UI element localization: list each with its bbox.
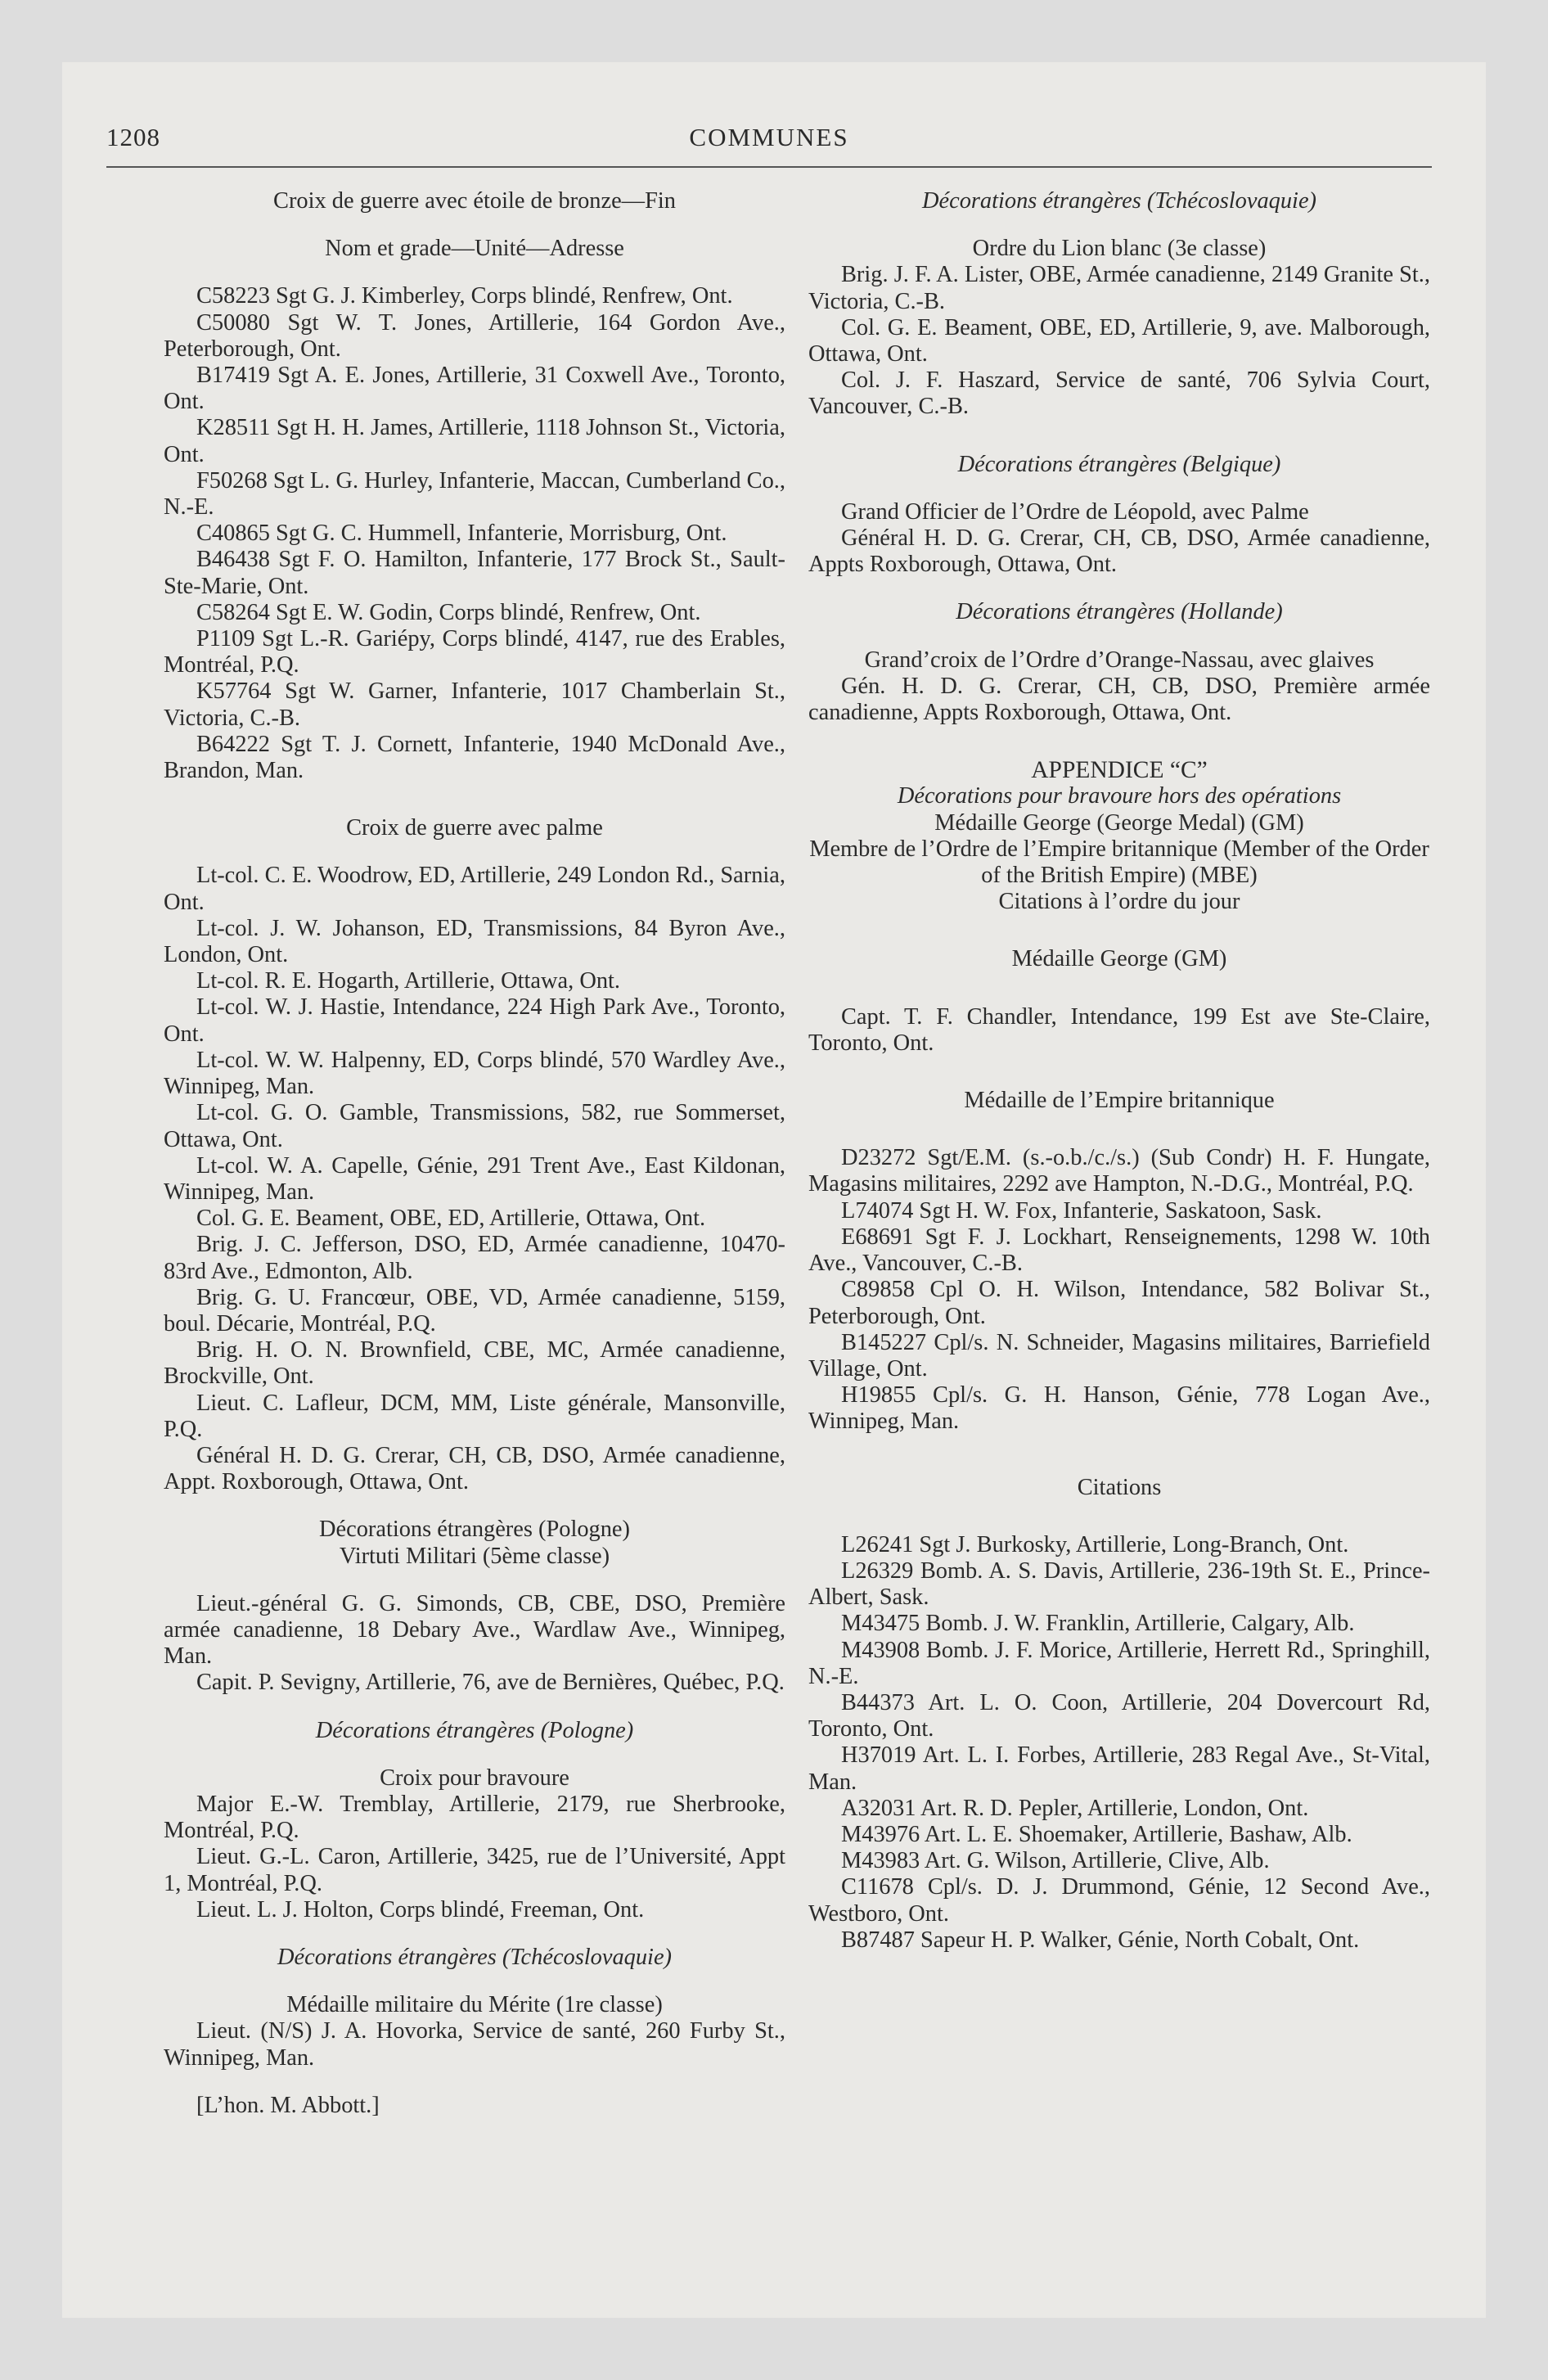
section-heading: Citations à l’ordre du jour (998, 889, 1240, 915)
section-heading: Décorations étrangères (Tchécoslovaquie) (277, 1944, 673, 1970)
list-item: C11678 Cpl/s. D. J. Drummond, Génie, 12 Second Ave., Westboro, Ont. (808, 1874, 1430, 1927)
right-column (808, 188, 1430, 1954)
list-item: Capit. P. Sevigny, Artillerie, 76, ave de Bernières, Québec, P.Q. (196, 1670, 785, 1696)
section-heading: Croix de guerre avec étoile de bronze—Fin (273, 188, 676, 214)
list-item: Grand Officier de l’Ordre de Léopold, avec Palme (841, 498, 1309, 525)
list-item: D23272 Sgt/E.M. (s.-o.b./c./s.) (Sub Condr) H. F. Hungate, Magasins militaires, 2292 ave Hampton, N.-D.G., Montréal, P.Q. (808, 1145, 1430, 1197)
section-heading: Croix de guerre avec palme (346, 815, 603, 841)
list-item: Lt-col. R. E. Hogarth, Artillerie, Ottawa, Ont. (196, 968, 621, 994)
list-item: Lt-col. J. W. Johanson, ED, Transmissions, 84 Byron Ave., London, Ont. (164, 915, 785, 968)
list-item: A32031 Art. R. D. Pepler, Artillerie, London, Ont. (841, 1795, 1309, 1821)
list-item: Col. J. F. Haszard, Service de santé, 706 Sylvia Court, Vancouver, C.-B. (808, 367, 1430, 420)
list-item: Lieut.-général G. G. Simonds, CB, CBE, DSO, Première armée canadienne, 18 Debary Ave., Wardlaw Ave., Winnipeg, Man. (164, 1590, 785, 1670)
section-heading: Décorations étrangères (Belgique) (957, 451, 1281, 477)
section-heading: Nom et grade—Unité—Adresse (325, 236, 624, 262)
page-header (106, 123, 1432, 164)
list-item: F50268 Sgt L. G. Hurley, Infanterie, Maccan, Cumberland Co., N.-E. (164, 467, 785, 521)
list-item: Brig. J. F. A. Lister, OBE, Armée canadienne, 2149 Granite St., Victoria, C.-B. (808, 262, 1430, 314)
list-item: Lieut. C. Lafleur, DCM, MM, Liste générale, Mansonville, P.Q. (164, 1390, 785, 1442)
section-heading: Grand’croix de l’Ordre d’Orange-Nassau, avec glaives (864, 647, 1375, 673)
list-item: Lieut. G.-L. Caron, Artillerie, 3425, rue de l’Université, Appt 1, Montréal, P.Q. (164, 1844, 785, 1896)
list-item: C89858 Cpl O. H. Wilson, Intendance, 582 Bolivar St., Peterborough, Ont. (808, 1277, 1430, 1329)
list-item: Col. G. E. Beament, OBE, ED, Artillerie, 9, ave. Malborough, Ottawa, Ont. (808, 314, 1430, 367)
section-heading: Ordre du Lion blanc (3e classe) (972, 236, 1267, 262)
section-heading: Membre de l’Ordre de l’Empire britannique (Member of the Order of the British Empire) (MBE) (809, 836, 1429, 889)
list-item: Brig. G. U. Francœur, OBE, VD, Armée canadienne, 5159, boul. Décarie, Montréal, P.Q. (164, 1284, 785, 1336)
list-item: Capt. T. F. Chandler, Intendance, 199 Est ave Ste-Claire, Toronto, Ont. (808, 1003, 1430, 1056)
list-item: Brig. J. C. Jefferson, DSO, ED, Armée canadienne, 10470-83rd Ave., Edmonton, Alb. (164, 1232, 785, 1284)
section-heading: Virtuti Militari (5ème classe) (339, 1543, 610, 1569)
list-item: B17419 Sgt A. E. Jones, Artillerie, 31 Coxwell Ave., Toronto, Ont. (164, 363, 785, 415)
list-item: E68691 Sgt F. J. Lockhart, Renseignements, 1298 W. 10th Ave., Vancouver, C.-B. (808, 1224, 1430, 1277)
list-item: Lt-col. W. A. Capelle, Génie, 291 Trent Ave., East Kildonan, Winnipeg, Man. (164, 1152, 785, 1205)
list-item: Lt-col. G. O. Gamble, Transmissions, 582, rue Sommerset, Ottawa, Ont. (164, 1100, 785, 1152)
page-number: 1208 (106, 123, 160, 151)
list-item: Gén. H. D. G. Crerar, CH, CB, DSO, Première armée canadienne, Appts Roxborough, Ottawa, Ont. (808, 673, 1430, 726)
list-item: H19855 Cpl/s. G. H. Hanson, Génie, 778 Logan Ave., Winnipeg, Man. (808, 1382, 1430, 1435)
list-item: M43983 Art. G. Wilson, Artillerie, Clive, Alb. (841, 1848, 1270, 1874)
section-heading: Décorations pour bravoure hors des opérations (897, 783, 1342, 809)
section-heading: Décorations étrangères (Tchécoslovaquie) (921, 188, 1317, 214)
list-item: B44373 Art. L. O. Coon, Artillerie, 204 Dovercourt Rd, Toronto, Ont. (808, 1689, 1430, 1742)
list-item: Lt-col. C. E. Woodrow, ED, Artillerie, 249 London Rd., Sarnia, Ont. (164, 863, 785, 915)
section-heading: Décorations étrangères (Pologne) (315, 1717, 634, 1743)
section-heading: APPENDICE “C” (1031, 757, 1208, 784)
section-heading: Médaille George (GM) (1011, 946, 1227, 972)
section-heading: Citations (1077, 1474, 1162, 1500)
list-item: Lieut. (N/S) J. A. Hovorka, Service de santé, 260 Furby St., Winnipeg, Man. (164, 2018, 785, 2071)
list-item: Major E.-W. Tremblay, Artillerie, 2179, rue Sherbrooke, Montréal, P.Q. (164, 1791, 785, 1844)
list-item: B145227 Cpl/s. N. Schneider, Magasins militaires, Barriefield Village, Ont. (808, 1329, 1430, 1382)
list-item: [L’hon. M. Abbott.] (196, 2092, 380, 2118)
list-item: M43976 Art. L. E. Shoemaker, Artillerie, Bashaw, Alb. (841, 1821, 1352, 1847)
left-column (164, 188, 785, 2119)
section-heading: Médaille George (George Medal) (GM) (934, 809, 1304, 836)
list-item: Lieut. L. J. Holton, Corps blindé, Freeman, Ont. (196, 1896, 645, 1922)
list-item: L74074 Sgt H. W. Fox, Infanterie, Saskatoon, Sask. (841, 1197, 1322, 1224)
list-item: B64222 Sgt T. J. Cornett, Infanterie, 1940 McDonald Ave., Brandon, Man. (164, 731, 785, 784)
list-item: Général H. D. G. Crerar, CH, CB, DSO, Armée canadienne, Appts Roxborough, Ottawa, Ont. (808, 525, 1430, 578)
list-item: Lt-col. W. W. Halpenny, ED, Corps blindé, 570 Wardley Ave., Winnipeg, Man. (164, 1047, 785, 1100)
list-item: C58223 Sgt G. J. Kimberley, Corps blindé, Renfrew, Ont. (196, 283, 733, 309)
list-item: C40865 Sgt G. C. Hummell, Infanterie, Morrisburg, Ont. (196, 521, 727, 547)
section-heading: Décorations étrangères (Pologne) (319, 1517, 630, 1543)
list-item: C50080 Sgt W. T. Jones, Artillerie, 164 Gordon Ave., Peterborough, Ont. (164, 309, 785, 362)
section-heading: Décorations étrangères (Hollande) (956, 599, 1283, 625)
list-item: Col. G. E. Beament, OBE, ED, Artillerie, Ottawa, Ont. (196, 1206, 706, 1232)
list-item: C58264 Sgt E. W. Godin, Corps blindé, Renfrew, Ont. (196, 599, 701, 625)
list-item: P1109 Sgt L.-R. Gariépy, Corps blindé, 4147, rue des Erables, Montréal, P.Q. (164, 626, 785, 678)
list-item: K28511 Sgt H. H. James, Artillerie, 1118 Johnson St., Victoria, Ont. (164, 415, 785, 467)
list-item: Général H. D. G. Crerar, CH, CB, DSO, Armée canadienne, Appt. Roxborough, Ottawa, Ont. (164, 1442, 785, 1495)
header-rule (106, 166, 1432, 168)
page-title: COMMUNES (689, 123, 849, 151)
list-item: L26329 Bomb. A. S. Davis, Artillerie, 236-19th St. E., Prince-Albert, Sask. (808, 1557, 1430, 1611)
list-item: L26241 Sgt J. Burkosky, Artillerie, Long-Branch, Ont. (841, 1531, 1349, 1557)
section-heading: Médaille militaire du Mérite (1re classe) (286, 1992, 663, 2018)
list-item: M43475 Bomb. J. W. Franklin, Artillerie, Calgary, Alb. (841, 1611, 1355, 1637)
list-item: M43908 Bomb. J. F. Morice, Artillerie, Herrett Rd., Springhill, N.-E. (808, 1637, 1430, 1689)
list-item: H37019 Art. L. I. Forbes, Artillerie, 283 Regal Ave., St-Vital, Man. (808, 1742, 1430, 1795)
list-item: K57764 Sgt W. Garner, Infanterie, 1017 Chamberlain St., Victoria, C.-B. (164, 678, 785, 731)
list-item: Brig. H. O. N. Brownfield, CBE, MC, Armée canadienne, Brockville, Ont. (164, 1337, 785, 1390)
section-heading: Médaille de l’Empire britannique (964, 1088, 1275, 1114)
section-heading: Croix pour bravoure (380, 1765, 569, 1791)
list-item: B87487 Sapeur H. P. Walker, Génie, North Cobalt, Ont. (841, 1927, 1360, 1953)
list-item: B46438 Sgt F. O. Hamilton, Infanterie, 177 Brock St., Sault-Ste-Marie, Ont. (164, 547, 785, 599)
list-item: Lt-col. W. J. Hastie, Intendance, 224 High Park Ave., Toronto, Ont. (164, 994, 785, 1047)
